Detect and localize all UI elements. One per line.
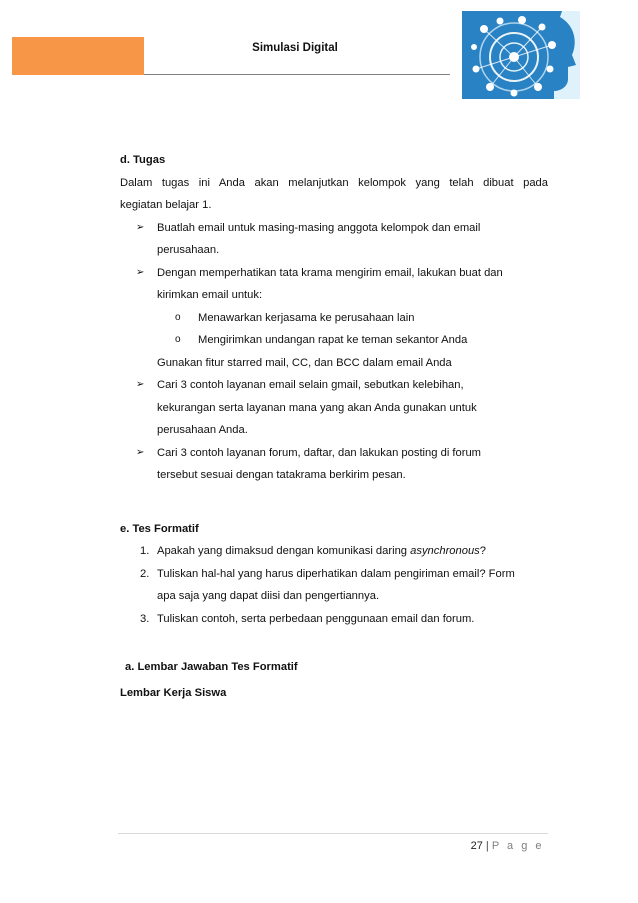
header-title: Simulasi Digital	[252, 42, 338, 54]
bullet-continuation: perusahaan.	[157, 244, 220, 256]
question-number: 3.	[140, 612, 150, 625]
list-item	[120, 442, 548, 465]
question-number: 1.	[140, 545, 150, 557]
question-number: 2.	[140, 567, 150, 580]
arrow-bullet-icon: ➢	[136, 379, 145, 390]
circle-bullet-icon: o	[175, 311, 181, 323]
page-number: 27	[470, 840, 483, 852]
list-item	[120, 374, 548, 397]
question-item	[120, 563, 548, 586]
footer-divider	[118, 833, 548, 834]
question-item	[120, 608, 548, 631]
bullet-continuation: kekurangan serta layanan mana yang akan Anda gunakan untuk	[157, 401, 477, 414]
bullet-text: Dengan memperhatikan tata krama mengirim email, lakukan buat dan	[157, 266, 503, 279]
section-d-heading: d. Tugas	[120, 154, 166, 166]
worksheet-heading: Lembar Kerja Siswa	[120, 686, 227, 699]
page-label: P a g e	[491, 840, 544, 852]
bullet-text: Buatlah email untuk masing-masing anggota kelompok dan email	[157, 221, 481, 234]
bullet-continuation: kirimkan email untuk:	[157, 289, 263, 301]
question-emphasis: asynchronous	[410, 545, 480, 557]
section-d-intro-line1: Dalam tugas ini Anda akan melanjutkan kelompok yang telah dibuat pada	[120, 176, 548, 189]
arrow-bullet-icon: ➢	[136, 446, 145, 458]
bullet-text: Cari 3 contoh layanan forum, daftar, dan lakukan posting di forum	[157, 446, 482, 459]
question-continuation: apa saja yang dapat diisi dan pengertiannya.	[157, 590, 380, 602]
sub-item-text: Mengirimkan undangan rapat ke teman sekantor Anda	[198, 334, 468, 346]
arrow-bullet-icon: ➢	[136, 221, 145, 233]
note-text: Gunakan fitur starred mail, CC, dan BCC dalam email Anda	[157, 356, 452, 369]
sub-item-text: Menawarkan kerjasama ke perusahaan lain	[198, 311, 415, 324]
question-item	[120, 540, 548, 563]
header-accent-bar	[12, 37, 144, 75]
page-footer	[400, 840, 544, 852]
circle-bullet-icon: o	[175, 334, 181, 345]
arrow-bullet-icon: ➢	[136, 266, 145, 278]
question-text: Tuliskan hal-hal yang harus diperhatikan dalam pengiriman email? Form	[157, 567, 515, 580]
sub-list-item	[120, 329, 548, 352]
section-d-intro-line2: kegiatan belajar 1.	[120, 199, 212, 211]
bullet-text: Cari 3 contoh layanan email selain gmail, sebutkan kelebihan,	[157, 379, 464, 391]
footer-separator: |	[485, 840, 489, 852]
list-item	[120, 217, 548, 240]
sub-list-item	[120, 307, 548, 330]
question-punctuation: ?	[479, 545, 487, 557]
section-a-heading: a. Lembar Jawaban Tes Formatif	[125, 661, 298, 673]
question-text: Apakah yang dimaksud dengan komunikasi daring	[157, 545, 411, 557]
header-divider	[144, 74, 450, 75]
section-e-heading: e. Tes Formatif	[120, 522, 199, 535]
bullet-continuation: tersebut sesuai dengan tatakrama berkirim pesan.	[157, 469, 406, 481]
digital-head-logo-icon	[462, 11, 580, 99]
page-content	[120, 149, 548, 704]
list-item	[120, 262, 548, 285]
question-text: Tuliskan contoh, serta perbedaan penggunaan email dan forum.	[157, 612, 475, 625]
bullet-continuation: perusahaan Anda.	[157, 424, 248, 436]
